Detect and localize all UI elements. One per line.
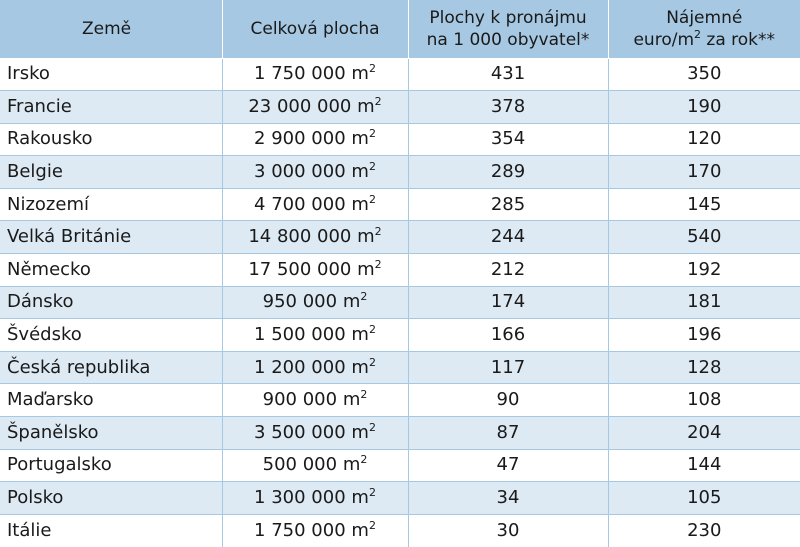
- cell-rent: 128: [608, 351, 800, 384]
- area-value: 1 300 000: [254, 487, 346, 509]
- table-header: [0, 0, 800, 58]
- area-unit: m: [351, 487, 369, 509]
- cell-rent: 170: [608, 156, 800, 189]
- cell-rent: 190: [608, 91, 800, 124]
- cell-rental-per-1000: 47: [408, 449, 608, 482]
- table-row: [0, 351, 800, 384]
- cell-country: Polsko: [0, 482, 222, 515]
- cell-country: Velká Británie: [0, 221, 222, 254]
- cell-rental-per-1000: 174: [408, 286, 608, 319]
- cell-country: Německo: [0, 254, 222, 287]
- table-row: [0, 221, 800, 254]
- area-unit-sup: 2: [368, 192, 376, 206]
- header-total-area: Celková plocha: [222, 0, 408, 58]
- cell-rental-per-1000: 117: [408, 351, 608, 384]
- cell-rental-per-1000: 30: [408, 514, 608, 547]
- cell-rent: 230: [608, 514, 800, 547]
- area-unit: m: [342, 454, 361, 476]
- header-row: [0, 0, 800, 58]
- area-value: 3 500 000: [254, 421, 346, 443]
- area-unit: m: [351, 356, 369, 378]
- area-unit-sup: 2: [368, 518, 376, 532]
- area-value: 900 000: [262, 389, 338, 411]
- cell-rent: 192: [608, 254, 800, 287]
- area-unit: m: [357, 226, 375, 248]
- cell-total-area: [222, 188, 408, 221]
- cell-country: Portugalsko: [0, 449, 222, 482]
- header-rental-line2: na 1 000 obyvatel*: [426, 29, 590, 50]
- cell-country: Švédsko: [0, 319, 222, 352]
- cell-country: Nizozemí: [0, 188, 222, 221]
- table-row: [0, 156, 800, 189]
- table-row: [0, 482, 800, 515]
- cell-country: Itálie: [0, 514, 222, 547]
- cell-country: Irsko: [0, 58, 222, 91]
- cell-total-area: [222, 221, 408, 254]
- area-value: 3 000 000: [254, 161, 346, 183]
- area-unit-sup: 2: [374, 257, 382, 271]
- cell-rent: 145: [608, 188, 800, 221]
- area-unit-sup: 2: [368, 323, 376, 337]
- area-value: 17 500 000: [248, 258, 352, 280]
- cell-country: Česká republika: [0, 351, 222, 384]
- cell-rent: 144: [608, 449, 800, 482]
- area-unit-sup: 2: [368, 420, 376, 434]
- cell-total-area: [222, 58, 408, 91]
- header-rent-line1: Nájemné: [666, 7, 743, 28]
- header-rental-line1: Plochy k pronájmu: [429, 7, 587, 28]
- cell-total-area: [222, 319, 408, 352]
- cell-country: Belgie: [0, 156, 222, 189]
- header-rent-line2: [613, 29, 797, 51]
- area-value: 4 700 000: [254, 193, 346, 215]
- cell-rental-per-1000: 166: [408, 319, 608, 352]
- table-row: [0, 254, 800, 287]
- cell-total-area: [222, 482, 408, 515]
- table-row: [0, 514, 800, 547]
- table-row: [0, 91, 800, 124]
- area-unit-sup: 2: [368, 62, 376, 76]
- cell-rental-per-1000: 285: [408, 188, 608, 221]
- cell-rent: 105: [608, 482, 800, 515]
- cell-total-area: [222, 514, 408, 547]
- area-unit: m: [351, 161, 369, 183]
- cell-total-area: [222, 123, 408, 156]
- cell-rental-per-1000: 90: [408, 384, 608, 417]
- area-unit: m: [351, 128, 369, 150]
- cell-rent: 204: [608, 417, 800, 450]
- table-body: [0, 58, 800, 547]
- table-row: [0, 384, 800, 417]
- header-rent: [608, 0, 800, 58]
- cell-rent: 540: [608, 221, 800, 254]
- cell-country: Maďarsko: [0, 384, 222, 417]
- cell-country: Dánsko: [0, 286, 222, 319]
- cell-rental-per-1000: 289: [408, 156, 608, 189]
- table-row: [0, 319, 800, 352]
- cell-total-area: [222, 91, 408, 124]
- area-unit-sup: 2: [374, 225, 382, 239]
- area-value: 1 200 000: [254, 356, 346, 378]
- area-unit-sup: 2: [360, 453, 368, 467]
- table-row: [0, 449, 800, 482]
- area-value: 1 500 000: [254, 324, 346, 346]
- area-value: 14 800 000: [248, 226, 352, 248]
- area-unit-sup: 2: [360, 290, 368, 304]
- cell-total-area: [222, 156, 408, 189]
- cell-country: Španělsko: [0, 417, 222, 450]
- cell-rental-per-1000: 354: [408, 123, 608, 156]
- area-unit-sup: 2: [360, 388, 368, 402]
- cell-total-area: [222, 417, 408, 450]
- cell-rent: 120: [608, 123, 800, 156]
- area-unit-sup: 2: [368, 355, 376, 369]
- area-unit: m: [351, 519, 369, 541]
- header-rent-sup: 2: [694, 27, 702, 41]
- area-value: 950 000: [262, 291, 338, 313]
- cell-rental-per-1000: 244: [408, 221, 608, 254]
- cell-rent: 350: [608, 58, 800, 91]
- cell-country: Francie: [0, 91, 222, 124]
- area-unit-sup: 2: [374, 94, 382, 108]
- area-unit-sup: 2: [368, 160, 376, 174]
- area-unit: m: [351, 421, 369, 443]
- area-unit: m: [351, 63, 369, 85]
- cell-rental-per-1000: 87: [408, 417, 608, 450]
- cell-total-area: [222, 351, 408, 384]
- area-unit: m: [357, 95, 375, 117]
- table-row: [0, 58, 800, 91]
- area-value: 500 000: [262, 454, 338, 476]
- cell-rental-per-1000: 378: [408, 91, 608, 124]
- area-unit: m: [342, 389, 361, 411]
- cell-rent: 196: [608, 319, 800, 352]
- header-rental-area: [408, 0, 608, 58]
- area-unit: m: [351, 193, 369, 215]
- cell-total-area: [222, 254, 408, 287]
- header-country: Země: [0, 0, 222, 58]
- cell-rental-per-1000: 212: [408, 254, 608, 287]
- header-rent-period: za rok**: [701, 29, 776, 50]
- cell-rental-per-1000: 34: [408, 482, 608, 515]
- area-value: 1 750 000: [254, 63, 346, 85]
- cell-country: Rakousko: [0, 123, 222, 156]
- table-row: [0, 417, 800, 450]
- table-row: [0, 123, 800, 156]
- cell-total-area: [222, 384, 408, 417]
- cell-rent: 181: [608, 286, 800, 319]
- area-value: 1 750 000: [254, 519, 346, 541]
- cell-total-area: [222, 286, 408, 319]
- area-unit-sup: 2: [368, 486, 376, 500]
- area-value: 2 900 000: [254, 128, 346, 150]
- area-unit: m: [357, 258, 375, 280]
- cell-rent: 108: [608, 384, 800, 417]
- table-row: [0, 286, 800, 319]
- area-unit-sup: 2: [368, 127, 376, 141]
- table-row: [0, 188, 800, 221]
- area-value: 23 000 000: [248, 95, 352, 117]
- header-rent-unit: euro/m: [633, 29, 695, 50]
- cell-rental-per-1000: 431: [408, 58, 608, 91]
- cell-total-area: [222, 449, 408, 482]
- area-unit: m: [351, 324, 369, 346]
- area-unit: m: [342, 291, 361, 313]
